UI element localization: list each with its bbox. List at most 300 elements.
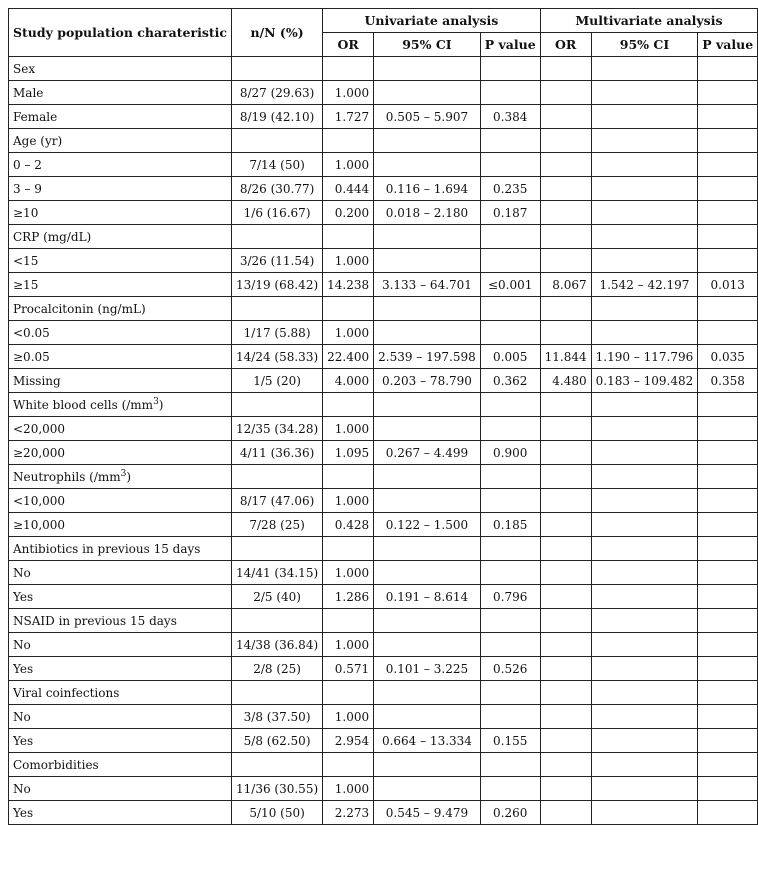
univariate-p-cell xyxy=(480,561,540,585)
section-header-row xyxy=(9,537,758,561)
multivariate-or-cell xyxy=(540,489,591,513)
multivariate-or-cell xyxy=(540,585,591,609)
univariate-or-cell: 1.286 xyxy=(323,585,374,609)
row-label: Yes xyxy=(9,657,232,681)
univariate-or-cell: 1.000 xyxy=(323,417,374,441)
multivariate-ci-cell xyxy=(591,441,698,465)
multivariate-p-cell xyxy=(698,561,758,585)
empty-cell xyxy=(480,609,540,633)
table-row xyxy=(9,273,758,297)
empty-cell xyxy=(232,297,323,321)
univariate-p-cell: 0.526 xyxy=(480,657,540,681)
univariate-ci-cell xyxy=(374,81,481,105)
n-percent-cell: 14/41 (34.15) xyxy=(232,561,323,585)
empty-cell xyxy=(232,537,323,561)
empty-cell xyxy=(591,537,698,561)
univariate-p-cell: 0.185 xyxy=(480,513,540,537)
univariate-ci-cell xyxy=(374,417,481,441)
table-row xyxy=(9,633,758,657)
univariate-ci-cell: 0.018 – 2.180 xyxy=(374,201,481,225)
empty-cell xyxy=(698,393,758,417)
univariate-ci-cell xyxy=(374,321,481,345)
row-label: ≥15 xyxy=(9,273,232,297)
section-header-row xyxy=(9,129,758,153)
empty-cell xyxy=(374,465,481,489)
row-label: No xyxy=(9,705,232,729)
n-percent-cell: 3/26 (11.54) xyxy=(232,249,323,273)
univariate-p-cell: 0.384 xyxy=(480,105,540,129)
empty-cell xyxy=(480,753,540,777)
empty-cell xyxy=(323,537,374,561)
univariate-p-cell xyxy=(480,153,540,177)
univariate-or-cell: 1.000 xyxy=(323,561,374,585)
multivariate-or-cell xyxy=(540,105,591,129)
empty-cell xyxy=(374,57,481,81)
row-label: ≥10 xyxy=(9,201,232,225)
empty-cell xyxy=(698,609,758,633)
univariate-or-cell: 0.571 xyxy=(323,657,374,681)
table-row xyxy=(9,777,758,801)
univariate-or-cell: 1.095 xyxy=(323,441,374,465)
univariate-or-cell: 1.727 xyxy=(323,105,374,129)
univariate-ci-cell xyxy=(374,561,481,585)
multivariate-or-cell xyxy=(540,513,591,537)
table-body xyxy=(9,57,758,825)
row-label: ≥10,000 xyxy=(9,513,232,537)
univariate-p-cell: 0.362 xyxy=(480,369,540,393)
univariate-or-cell: 1.000 xyxy=(323,153,374,177)
multivariate-ci-cell: 1.190 – 117.796 xyxy=(591,345,698,369)
section-title xyxy=(9,465,232,489)
empty-cell xyxy=(698,465,758,489)
section-header-row xyxy=(9,681,758,705)
section-title xyxy=(9,393,232,417)
empty-cell xyxy=(480,129,540,153)
table-row xyxy=(9,369,758,393)
multivariate-p-cell xyxy=(698,201,758,225)
empty-cell xyxy=(232,681,323,705)
multivariate-p-cell xyxy=(698,417,758,441)
multivariate-ci-cell xyxy=(591,801,698,825)
empty-cell xyxy=(374,609,481,633)
univariate-or-cell: 1.000 xyxy=(323,321,374,345)
univariate-ci-cell: 0.116 – 1.694 xyxy=(374,177,481,201)
empty-cell xyxy=(540,297,591,321)
section-title xyxy=(9,609,232,633)
section-header-row xyxy=(9,57,758,81)
multivariate-ci-cell xyxy=(591,489,698,513)
multivariate-or-cell: 8.067 xyxy=(540,273,591,297)
n-percent-cell: 14/24 (58.33) xyxy=(232,345,323,369)
empty-cell xyxy=(323,609,374,633)
empty-cell xyxy=(591,465,698,489)
univariate-p-cell: 0.260 xyxy=(480,801,540,825)
section-title-text: Age (yr) xyxy=(13,133,63,148)
multivariate-p-cell xyxy=(698,657,758,681)
multivariate-or-cell xyxy=(540,801,591,825)
n-percent-cell: 8/27 (29.63) xyxy=(232,81,323,105)
empty-cell xyxy=(323,465,374,489)
univariate-or-cell: 1.000 xyxy=(323,489,374,513)
header-multivariate-p: P value xyxy=(698,33,758,57)
multivariate-or-cell xyxy=(540,657,591,681)
header-characteristic: Study population charateristic xyxy=(9,9,232,57)
table-row xyxy=(9,585,758,609)
empty-cell xyxy=(232,393,323,417)
table-row xyxy=(9,201,758,225)
n-percent-cell: 5/10 (50) xyxy=(232,801,323,825)
empty-cell xyxy=(323,225,374,249)
empty-cell xyxy=(374,681,481,705)
multivariate-p-cell xyxy=(698,321,758,345)
row-label: Yes xyxy=(9,729,232,753)
univariate-ci-cell: 0.505 – 5.907 xyxy=(374,105,481,129)
empty-cell xyxy=(480,465,540,489)
empty-cell xyxy=(374,753,481,777)
univariate-p-cell xyxy=(480,777,540,801)
header-univariate-ci: 95% CI xyxy=(374,33,481,57)
table-row xyxy=(9,177,758,201)
multivariate-p-cell: 0.035 xyxy=(698,345,758,369)
univariate-or-cell: 14.238 xyxy=(323,273,374,297)
n-percent-cell: 12/35 (34.28) xyxy=(232,417,323,441)
n-percent-cell: 2/8 (25) xyxy=(232,657,323,681)
multivariate-ci-cell: 1.542 – 42.197 xyxy=(591,273,698,297)
section-title-tail: ) xyxy=(158,397,164,412)
n-percent-cell: 8/17 (47.06) xyxy=(232,489,323,513)
empty-cell xyxy=(698,57,758,81)
empty-cell xyxy=(232,753,323,777)
header-n-percent: n/N (%) xyxy=(232,9,323,57)
n-percent-cell: 8/26 (30.77) xyxy=(232,177,323,201)
univariate-ci-cell: 0.191 – 8.614 xyxy=(374,585,481,609)
header-multivariate: Multivariate analysis xyxy=(540,9,758,33)
univariate-or-cell: 1.000 xyxy=(323,633,374,657)
empty-cell xyxy=(232,225,323,249)
section-title-text: NSAID in previous 15 days xyxy=(13,613,177,628)
n-percent-cell: 5/8 (62.50) xyxy=(232,729,323,753)
row-label: ≥0.05 xyxy=(9,345,232,369)
row-label: <20,000 xyxy=(9,417,232,441)
univariate-ci-cell xyxy=(374,777,481,801)
univariate-or-cell: 1.000 xyxy=(323,81,374,105)
univariate-ci-cell: 0.267 – 4.499 xyxy=(374,441,481,465)
multivariate-p-cell xyxy=(698,633,758,657)
univariate-or-cell: 2.954 xyxy=(323,729,374,753)
empty-cell xyxy=(232,57,323,81)
section-header-row xyxy=(9,225,758,249)
multivariate-or-cell: 11.844 xyxy=(540,345,591,369)
empty-cell xyxy=(698,297,758,321)
empty-cell xyxy=(540,609,591,633)
multivariate-p-cell xyxy=(698,153,758,177)
section-header-row xyxy=(9,465,758,489)
row-label: Yes xyxy=(9,801,232,825)
univariate-p-cell: 0.796 xyxy=(480,585,540,609)
n-percent-cell: 3/8 (37.50) xyxy=(232,705,323,729)
table-row xyxy=(9,441,758,465)
row-label: <0.05 xyxy=(9,321,232,345)
empty-cell xyxy=(232,465,323,489)
section-header-row xyxy=(9,753,758,777)
multivariate-ci-cell xyxy=(591,729,698,753)
multivariate-ci-cell xyxy=(591,585,698,609)
table-row xyxy=(9,321,758,345)
multivariate-ci-cell xyxy=(591,657,698,681)
univariate-p-cell: 0.235 xyxy=(480,177,540,201)
section-title-text: Procalcitonin (ng/mL) xyxy=(13,301,146,316)
empty-cell xyxy=(323,681,374,705)
empty-cell xyxy=(540,753,591,777)
section-header-row xyxy=(9,393,758,417)
univariate-p-cell xyxy=(480,705,540,729)
univariate-p-cell: 0.005 xyxy=(480,345,540,369)
univariate-ci-cell: 0.203 – 78.790 xyxy=(374,369,481,393)
empty-cell xyxy=(540,57,591,81)
row-label: Yes xyxy=(9,585,232,609)
empty-cell xyxy=(540,393,591,417)
univariate-ci-cell: 0.545 – 9.479 xyxy=(374,801,481,825)
row-label: No xyxy=(9,777,232,801)
multivariate-ci-cell xyxy=(591,777,698,801)
row-label: Female xyxy=(9,105,232,129)
univariate-p-cell xyxy=(480,321,540,345)
multivariate-or-cell xyxy=(540,249,591,273)
multivariate-ci-cell xyxy=(591,105,698,129)
multivariate-ci-cell xyxy=(591,633,698,657)
univariate-p-cell: 0.900 xyxy=(480,441,540,465)
row-label: Missing xyxy=(9,369,232,393)
multivariate-p-cell: 0.013 xyxy=(698,273,758,297)
row-label: No xyxy=(9,633,232,657)
empty-cell xyxy=(540,465,591,489)
univariate-p-cell xyxy=(480,249,540,273)
empty-cell xyxy=(698,225,758,249)
n-percent-cell: 7/28 (25) xyxy=(232,513,323,537)
univariate-ci-cell xyxy=(374,633,481,657)
section-title-text: Viral coinfections xyxy=(13,685,120,700)
multivariate-ci-cell xyxy=(591,321,698,345)
univariate-p-cell: 0.187 xyxy=(480,201,540,225)
empty-cell xyxy=(591,681,698,705)
multivariate-p-cell xyxy=(698,513,758,537)
empty-cell xyxy=(591,297,698,321)
row-label: No xyxy=(9,561,232,585)
section-title-superscript: 3 xyxy=(120,468,127,479)
multivariate-p-cell xyxy=(698,105,758,129)
multivariate-p-cell xyxy=(698,441,758,465)
table-row xyxy=(9,729,758,753)
univariate-ci-cell: 0.122 – 1.500 xyxy=(374,513,481,537)
univariate-or-cell: 0.444 xyxy=(323,177,374,201)
multivariate-or-cell xyxy=(540,201,591,225)
univariate-p-cell xyxy=(480,417,540,441)
univariate-or-cell: 22.400 xyxy=(323,345,374,369)
section-title xyxy=(9,57,232,81)
multivariate-p-cell xyxy=(698,489,758,513)
section-header-row xyxy=(9,609,758,633)
empty-cell xyxy=(480,393,540,417)
multivariate-p-cell xyxy=(698,81,758,105)
empty-cell xyxy=(480,537,540,561)
empty-cell xyxy=(323,753,374,777)
univariate-or-cell: 2.273 xyxy=(323,801,374,825)
empty-cell xyxy=(374,297,481,321)
empty-cell xyxy=(591,57,698,81)
row-label: <10,000 xyxy=(9,489,232,513)
multivariate-p-cell xyxy=(698,801,758,825)
empty-cell xyxy=(232,609,323,633)
univariate-ci-cell xyxy=(374,489,481,513)
section-title-text: CRP (mg/dL) xyxy=(13,229,92,244)
n-percent-cell: 11/36 (30.55) xyxy=(232,777,323,801)
univariate-ci-cell xyxy=(374,153,481,177)
multivariate-or-cell xyxy=(540,153,591,177)
section-title-text: Neutrophils (/mm xyxy=(13,469,121,484)
section-title xyxy=(9,537,232,561)
univariate-or-cell: 4.000 xyxy=(323,369,374,393)
row-label: Male xyxy=(9,81,232,105)
empty-cell xyxy=(480,681,540,705)
univariate-p-cell xyxy=(480,633,540,657)
n-percent-cell: 14/38 (36.84) xyxy=(232,633,323,657)
empty-cell xyxy=(232,129,323,153)
empty-cell xyxy=(540,225,591,249)
empty-cell xyxy=(480,57,540,81)
multivariate-ci-cell xyxy=(591,513,698,537)
n-percent-cell: 7/14 (50) xyxy=(232,153,323,177)
header-univariate-p: P value xyxy=(480,33,540,57)
univariate-p-cell: ≤0.001 xyxy=(480,273,540,297)
table-row xyxy=(9,345,758,369)
empty-cell xyxy=(374,129,481,153)
empty-cell xyxy=(323,129,374,153)
multivariate-ci-cell xyxy=(591,249,698,273)
univariate-or-cell: 1.000 xyxy=(323,777,374,801)
multivariate-ci-cell xyxy=(591,177,698,201)
empty-cell xyxy=(480,297,540,321)
section-title xyxy=(9,129,232,153)
multivariate-p-cell xyxy=(698,585,758,609)
header-univariate-or: OR xyxy=(323,33,374,57)
multivariate-ci-cell: 0.183 – 109.482 xyxy=(591,369,698,393)
multivariate-or-cell xyxy=(540,705,591,729)
section-title-text: Comorbidities xyxy=(13,757,99,772)
section-title-superscript: 3 xyxy=(153,396,159,407)
section-title xyxy=(9,225,232,249)
multivariate-ci-cell xyxy=(591,201,698,225)
multivariate-or-cell xyxy=(540,177,591,201)
table-row xyxy=(9,417,758,441)
univariate-ci-cell: 0.664 – 13.334 xyxy=(374,729,481,753)
univariate-ci-cell xyxy=(374,249,481,273)
empty-cell xyxy=(374,537,481,561)
n-percent-cell: 13/19 (68.42) xyxy=(232,273,323,297)
section-title-text: Sex xyxy=(13,61,36,76)
section-title-tail: ) xyxy=(126,469,132,484)
multivariate-p-cell xyxy=(698,705,758,729)
table-row xyxy=(9,801,758,825)
row-label: 3 – 9 xyxy=(9,177,232,201)
multivariate-ci-cell xyxy=(591,705,698,729)
header-multivariate-or: OR xyxy=(540,33,591,57)
empty-cell xyxy=(480,225,540,249)
empty-cell xyxy=(374,225,481,249)
univariate-or-cell: 1.000 xyxy=(323,249,374,273)
table-row xyxy=(9,153,758,177)
multivariate-p-cell: 0.358 xyxy=(698,369,758,393)
empty-cell xyxy=(323,57,374,81)
empty-cell xyxy=(591,225,698,249)
table-row xyxy=(9,561,758,585)
multivariate-or-cell xyxy=(540,417,591,441)
n-percent-cell: 4/11 (36.36) xyxy=(232,441,323,465)
multivariate-or-cell xyxy=(540,321,591,345)
empty-cell xyxy=(323,297,374,321)
empty-cell xyxy=(591,609,698,633)
multivariate-p-cell xyxy=(698,777,758,801)
section-title xyxy=(9,681,232,705)
table-row xyxy=(9,705,758,729)
section-title-text: White blood cells (/mm xyxy=(13,397,154,412)
multivariate-or-cell xyxy=(540,777,591,801)
table-row xyxy=(9,489,758,513)
empty-cell xyxy=(591,393,698,417)
multivariate-or-cell xyxy=(540,729,591,753)
n-percent-cell: 1/6 (16.67) xyxy=(232,201,323,225)
multivariate-or-cell xyxy=(540,81,591,105)
multivariate-or-cell xyxy=(540,633,591,657)
table-row xyxy=(9,81,758,105)
multivariate-ci-cell xyxy=(591,417,698,441)
univariate-ci-cell: 3.133 – 64.701 xyxy=(374,273,481,297)
section-title-text: Antibiotics in previous 15 days xyxy=(13,541,201,556)
row-label: ≥20,000 xyxy=(9,441,232,465)
empty-cell xyxy=(698,537,758,561)
multivariate-ci-cell xyxy=(591,81,698,105)
empty-cell xyxy=(540,681,591,705)
univariate-p-cell xyxy=(480,81,540,105)
multivariate-ci-cell xyxy=(591,153,698,177)
univariate-p-cell: 0.155 xyxy=(480,729,540,753)
header-multivariate-ci: 95% CI xyxy=(591,33,698,57)
univariate-ci-cell: 2.539 – 197.598 xyxy=(374,345,481,369)
empty-cell xyxy=(698,129,758,153)
section-title xyxy=(9,297,232,321)
multivariate-or-cell xyxy=(540,441,591,465)
empty-cell xyxy=(698,681,758,705)
multivariate-or-cell xyxy=(540,561,591,585)
multivariate-p-cell xyxy=(698,177,758,201)
univariate-or-cell: 0.428 xyxy=(323,513,374,537)
empty-cell xyxy=(540,537,591,561)
n-percent-cell: 2/5 (40) xyxy=(232,585,323,609)
header-univariate: Univariate analysis xyxy=(323,9,541,33)
table-row xyxy=(9,657,758,681)
n-percent-cell: 8/19 (42.10) xyxy=(232,105,323,129)
univariate-ci-cell xyxy=(374,705,481,729)
empty-cell xyxy=(323,393,374,417)
row-label: 0 – 2 xyxy=(9,153,232,177)
n-percent-cell: 1/5 (20) xyxy=(232,369,323,393)
row-label: <15 xyxy=(9,249,232,273)
univariate-ci-cell: 0.101 – 3.225 xyxy=(374,657,481,681)
multivariate-p-cell xyxy=(698,249,758,273)
empty-cell xyxy=(374,393,481,417)
univariate-or-cell: 1.000 xyxy=(323,705,374,729)
multivariate-ci-cell xyxy=(591,561,698,585)
table-row xyxy=(9,513,758,537)
